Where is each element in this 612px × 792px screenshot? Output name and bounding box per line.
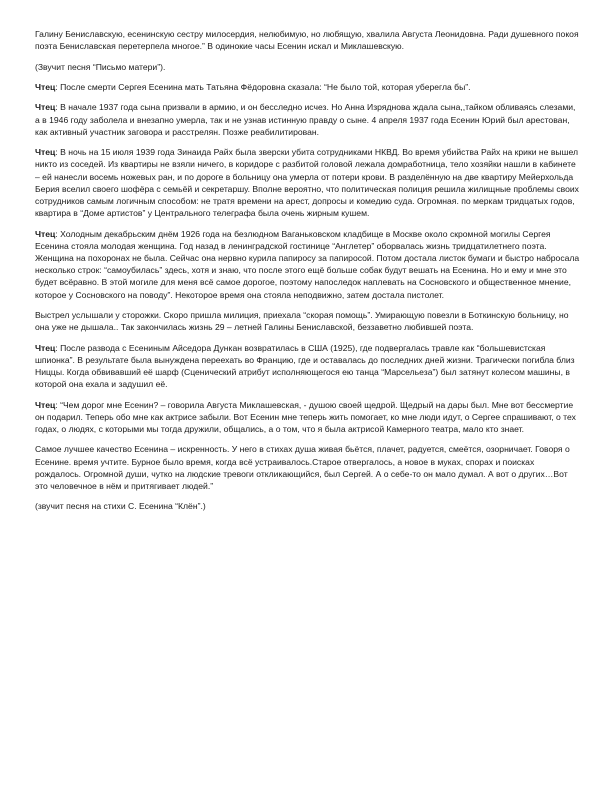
paragraph-11-text: (звучит песня на стихи С. Есенина “Клён”.) (35, 501, 206, 512)
speaker-label: Чтец (35, 399, 56, 410)
paragraph-1-text: Галину Бениславскую, есенинскую сестру милосердия, нелюбимую, но любящую, хвалила Августа Леонидовна. Ради душевного покоя поэта Бениславская перетерпела многое.” В одинокие часы Есенин искал и Миклашевскую. (35, 29, 579, 52)
speaker-label: Чтец (35, 102, 56, 113)
speaker-label: Чтец (35, 228, 56, 239)
paragraph-8 (35, 342, 580, 391)
document-page (35, 28, 580, 521)
paragraph-9-text: : “Чем дорог мне Есенин? – говорила Августа Миклашевская, - душою своей щедрой. Щедрый на дары был. Мне вот бессмертие он подарил. Теперь обо мне как актрисе забыли. Вот Есенин мне теперь жить помогает, ко мне люди идут, о Сергее спрашивают, о тех годах, о людях, с которыми мы тогда дружили, общались, а о том, что я была актрисой Камерного театра, мало кто знает. (35, 399, 576, 434)
paragraph-2 (35, 61, 580, 73)
paragraph-5-text: : В ночь на 15 июля 1939 года Зинаида Райх была зверски убита сотрудниками НКВД. Во время убийства Райх на крики не вышел никто из соседей. Из квартиры не взяли ничего, в коридоре с разбитой головой лежала домработница, тело хозяйки нашли в кабинете – ей нанесли восемь ножевых ран, и по дороге в больницу она умерла от потери крови. В разделённую на две квартиру Мейерхольда Берия вселил своего шофёра с семьёй и секретаршу. Вполне вероятно, что политическая полиция решила жилищные проблемы своих сотрудников самым логичным способом: не тратя времени на арест, допросы и комедию суда. Огромная. по меркам тридцатых годов, квартира в “Доме артистов” у Центрального телеграфа была очень жирным кушем. (35, 147, 579, 219)
speaker-label: Чтец (35, 147, 56, 158)
paragraph-2-text: (Звучит песня “Письмо матери”). (35, 61, 166, 72)
paragraph-10 (35, 443, 580, 492)
paragraph-10-text: Самое лучшее качество Есенина – искренность. У него в стихах душа живая бьётся, плачет, радуется, смеётся, озорничает. Говоря о Есенине. время учтите. Бурное было время, когда всё устраивалось.Старое отвергалось, а новое в муках, спорах и поисках рождалось. Огромной души, чутко на людские тревоги откликающийся, был Сергей. А о себе-то он мало думал. А вот о других…Вот это человечное в нём и притягивает людей.” (35, 444, 570, 491)
paragraph-7 (35, 309, 580, 333)
paragraph-4 (35, 101, 580, 138)
paragraph-4-text: : В начале 1937 года сына призвали в армию, и он бесследно исчез. Но Анна Изряднова ждала сына,,тайком обливаясь слезами, а в 1946 году заболела и внезапно умерла, так и не узнав истинную правду о сыне. 4 апреля 1937 года Есенин Юрий был арестован, как активный участник заговора и расстрелян. Позже реабилитирован. (35, 102, 576, 137)
paragraph-1 (35, 28, 580, 52)
paragraph-7-text: Выстрел услышали у сторожки. Скоро пришла милиция, приехала “скорая помощь”. Умирающую повезли в Боткинскую больницу, но она уже не дышала.. Так закончилась жизнь 29 – летней Галины Бениславской, беззаветно любившей поэта. (35, 309, 569, 333)
paragraph-3 (35, 81, 580, 93)
paragraph-9 (35, 399, 580, 436)
paragraph-8-text: : После развода с Есениным Айседора Дункан возвратилась в США (1925), где подвергалась травле как “большевистская шпионка”. В результате была вынуждена переехать во Францию, где и оставалась до последних дней жизни. Трагически погибла близ Ниццы. Когда обвивавший её шарф (Сценический атрибут исполняющегося ею танца “Марсельеза”) был затянут колесом машины, в которой она ехала и задушил её. (35, 342, 575, 390)
speaker-label: Чтец (35, 342, 56, 353)
paragraph-5 (35, 146, 580, 219)
paragraph-3-text: : После смерти Сергея Есенина мать Татьяна Фёдоровна сказала: “Не было той, которая уберегла бы”. (55, 81, 471, 92)
speaker-label: Чтец (35, 81, 56, 92)
paragraph-11 (35, 500, 580, 512)
paragraph-6-text: : Холодным декабрьским днём 1926 года на безлюдном Ваганьковском кладбище в Москве около скромной могилы Сергея Есенина стояла молодая женщина. Год назад в ленинградской гостинице “Англетер” оборвалась жизнь тридцатилетнего поэта. Женщина на похоронах не была. Сейчас она нервно курила папиросу за папиросой. Потом достала листок бумаги и быстро набросала несколько строк: “самоубилась” здесь, хотя и знаю, что после этого ещё больше собак будут вешать на Есенина. Но и ему и мне это будет всёравно. В этой могиле для меня всё самое дорогое, поэтому напоследок наплевать на Сосновского и общественное мнение, которое у Сосновского на поводу”. Некоторое время она стояла неподвижно, затем достала пистолет. (35, 228, 580, 300)
paragraph-6 (35, 228, 580, 301)
